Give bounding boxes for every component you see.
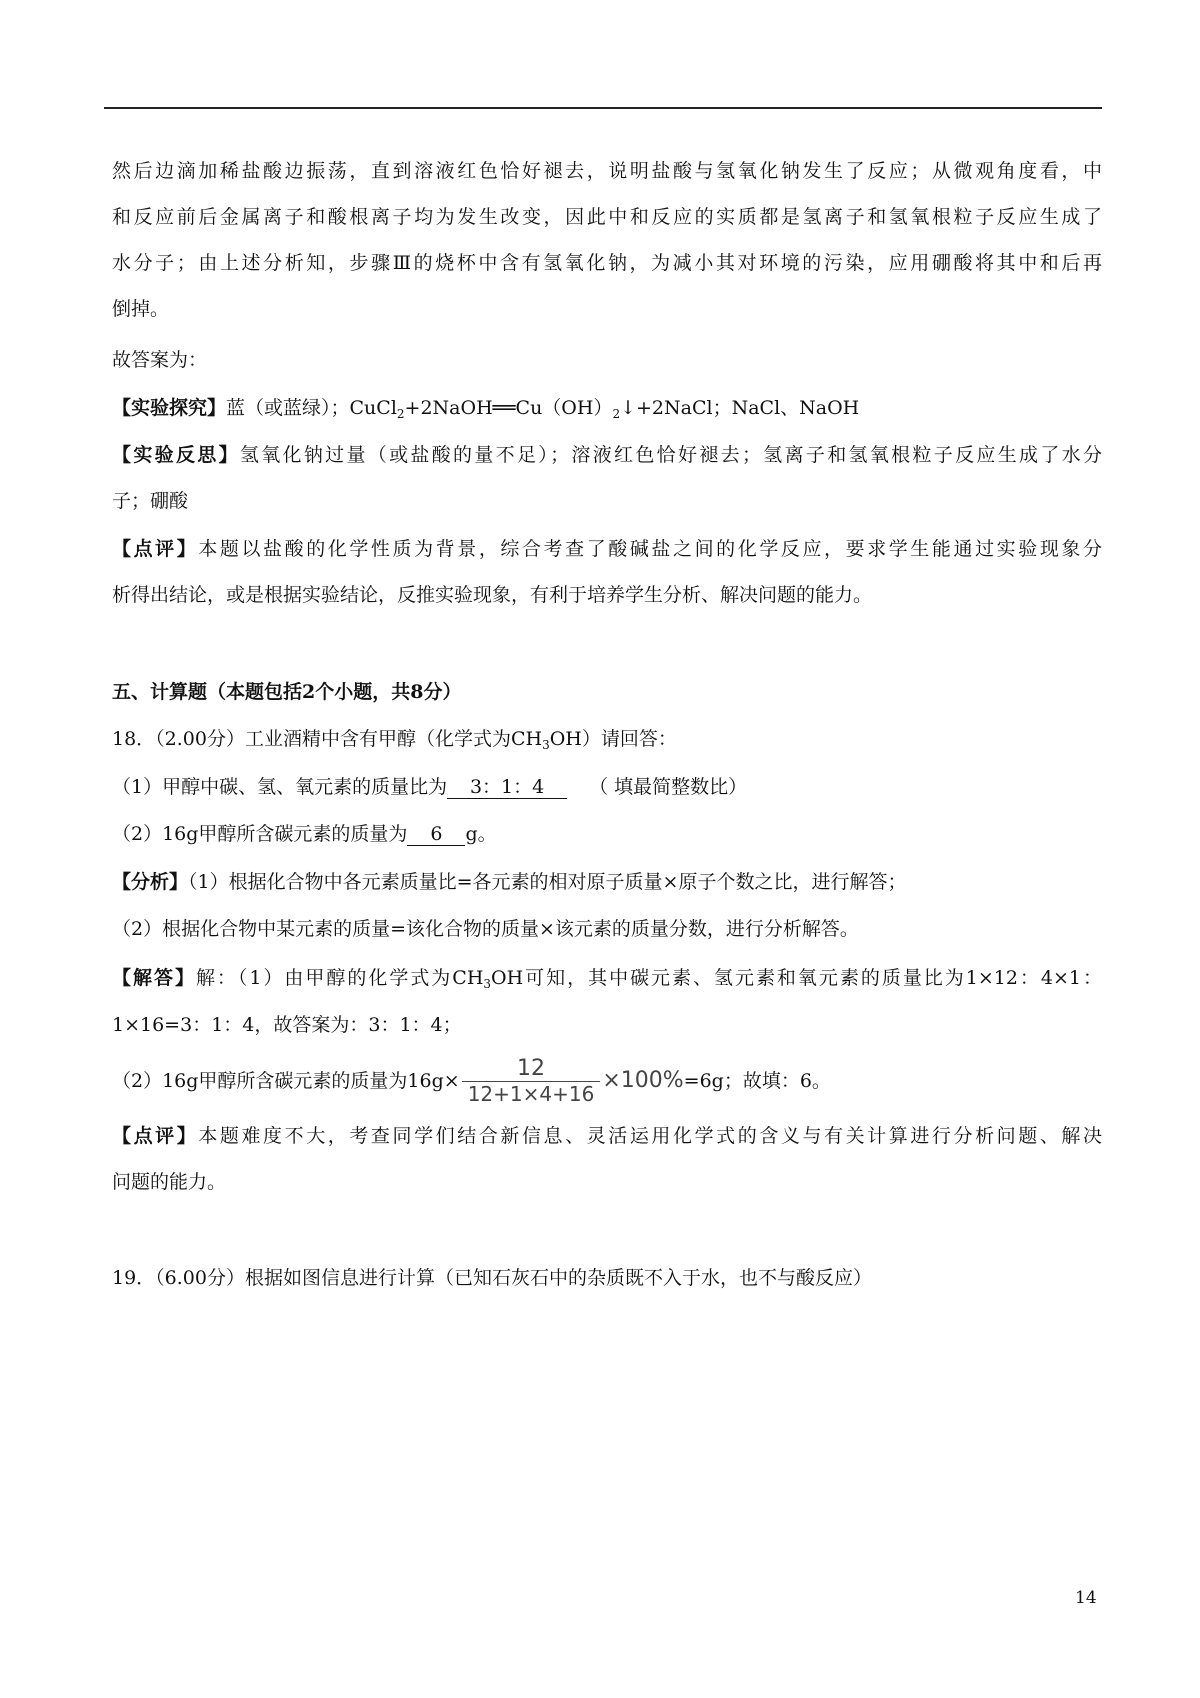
q18-p2-text: （2）16g甲醇所含碳元素的质量为: [112, 823, 408, 845]
q18-analysis-1: [112, 868, 1102, 896]
q18-solution-1a: 解：（1）由甲醇的化学式为CH: [195, 967, 484, 989]
q18-solution-sub: 3: [483, 977, 492, 991]
q18-solution-1: [112, 964, 1102, 998]
explore-label: 【实验探究】: [112, 397, 227, 419]
fraction-numerator: 12: [517, 1055, 546, 1081]
q18-p1-answer: 3：1：4: [447, 776, 567, 799]
q18-p1-text: （1）甲醇中碳、氢、氧元素的质量比为: [112, 776, 448, 798]
q18-solution-3b: =6g；故填：6。: [683, 1070, 831, 1092]
answer-reflect-line-1: [112, 441, 1102, 469]
explore-text-c: ↓+2NaCl；NaCl、NaOH: [620, 397, 860, 419]
header-rule: [104, 107, 1102, 109]
section5-title: 五、计算题（本题包括2个小题，共8分）: [112, 681, 462, 703]
q18-solution-3: [112, 1056, 1102, 1106]
q18-p2-answer: 6: [407, 823, 465, 846]
q18-stem-b: OH）请回答：: [549, 728, 677, 750]
q19-stem: 19．（6.00分）根据如图信息进行计算（已知石灰石中的杂质既不入于水，也不与酸反应）: [112, 1267, 872, 1289]
q18-stem-sub: 3: [542, 738, 550, 752]
answer-intro: 故答案为：: [112, 349, 208, 371]
q18-p1-note: （ 填最简整数比）: [589, 776, 748, 798]
reflect-text-1: 氢氧化钠过量（或盐酸的量不足）；溶液红色恰好褪去；氢离子和氢氧根粒子反应生成了水分: [239, 444, 1102, 466]
q18-comment-2: 问题的能力。: [112, 1171, 227, 1193]
explore-sub-2: 2: [612, 407, 621, 421]
q18-analysis-2: （2）根据化合物中某元素的质量=该化合物的质量×该元素的质量分数，进行分析解答。: [112, 918, 859, 940]
explore-text-a: 蓝（或蓝绿）；CuCl: [226, 397, 397, 419]
answer-explore: [112, 394, 1102, 428]
q18-stem-a: 18．（2.00分）工业酒精中含有甲醇（化学式为CH: [112, 728, 543, 750]
analysis-line-3: 水分子；由上述分析知，步骤Ⅲ的烧杯中含有氢氧化钠，为减小其对环境的污染，应用硼酸将其中和后再: [112, 252, 1102, 274]
q18-solution-1b: OH可知，其中碳元素、氢元素和氧元素的质量比为1×12：4×1：: [491, 967, 1102, 989]
fraction-denominator: 12+1×4+16: [462, 1081, 601, 1106]
q18-part1: [112, 773, 1102, 801]
comment1-label: 【点评】: [112, 538, 199, 560]
explore-text-b: +2NaOH══Cu（OH）: [404, 397, 613, 419]
q18-comment-1: [112, 1122, 1102, 1150]
q18-solution-2: 1×16=3：1：4，故答案为：3：1：4；: [112, 1014, 462, 1036]
analysis-line-2: 和反应前后金属离子和酸根离子均为发生改变，因此中和反应的实质都是氢离子和氢氧根粒子反应生成了: [112, 206, 1102, 228]
comment1-line-2: 析得出结论，或是根据实验结论，反推实验现象，有利于培养学生分析、解决问题的能力。: [112, 584, 873, 606]
page-number: 14: [1075, 1588, 1097, 1608]
q18-solution-3a: （2）16g甲醇所含碳元素的质量为16g×: [112, 1070, 460, 1092]
analysis-line-1: 然后边滴加稀盐酸边振荡，直到溶液红色恰好褪去，说明盐酸与氢氧化钠发生了反应；从微观角度看，中: [112, 160, 1102, 182]
mass-fraction: [462, 1057, 601, 1106]
q18-analysis-text-1: （1）根据化合物中各元素质量比=各元素的相对原子质量×原子个数之比，进行解答；: [188, 871, 907, 893]
q18-comment-text-1: 本题难度不大，考查同学们结合新信息、灵活运用化学式的含义与有关计算进行分析问题、解决: [198, 1125, 1102, 1147]
q18-part2: [112, 820, 1102, 848]
q18-stem: [112, 725, 1102, 759]
q18-solution-label: 【解答】: [112, 967, 196, 989]
comment1-text-1: 本题以盐酸的化学性质为背景，综合考查了酸碱盐之间的化学反应，要求学生能通过实验现象分: [198, 538, 1102, 560]
q18-p2-unit: g。: [465, 823, 497, 845]
explore-sub-1: 2: [396, 407, 405, 421]
q18-analysis-label: 【分析】: [112, 871, 189, 893]
q18-comment-label: 【点评】: [112, 1125, 199, 1147]
reflect-label: 【实验反思】: [112, 444, 240, 466]
fraction-percent: ×100%: [602, 1068, 684, 1093]
analysis-line-4: 倒掉。: [112, 298, 170, 320]
comment1-line-1: [112, 535, 1102, 563]
answer-reflect-line-2: 子；硼酸: [112, 490, 189, 512]
